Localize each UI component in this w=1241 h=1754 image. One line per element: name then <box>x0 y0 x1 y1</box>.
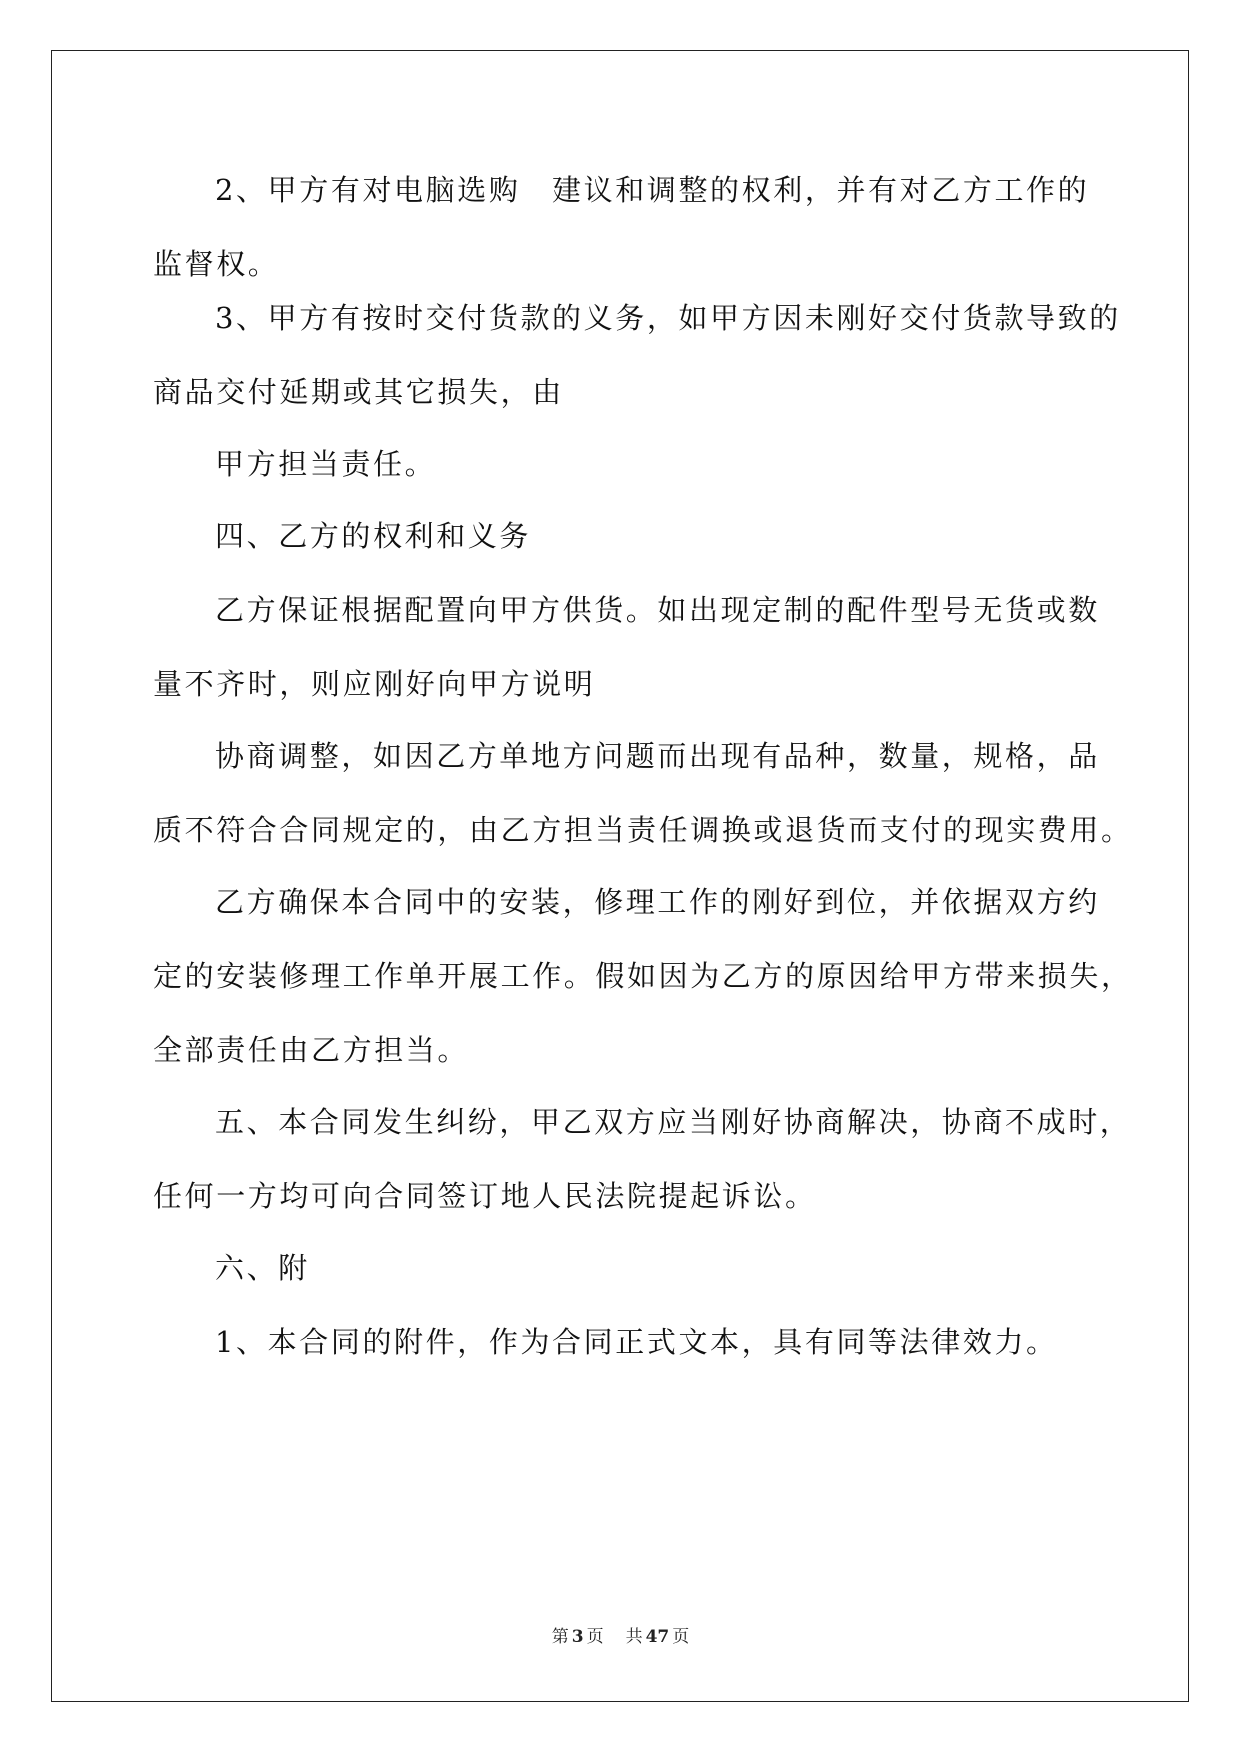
page-prefix: 第 <box>551 1627 569 1647</box>
paragraph-line: 3、甲方有按时交付货款的义务，如甲方因未刚好交付货款导致的 <box>215 301 1121 335</box>
section-heading: 六、附 <box>215 1251 310 1285</box>
paragraph-line: 监督权。 <box>153 247 280 281</box>
paragraph-line: 质不符合合同规定的，由乙方担当责任调换或退货而支付的现实费用。 <box>153 813 1133 847</box>
paragraph-line: 全部责任由乙方担当。 <box>153 1033 470 1067</box>
page-number: 3 <box>571 1627 584 1647</box>
total-suffix: 页 <box>672 1627 690 1647</box>
paragraph-line: 协商调整，如因乙方单地方问题而出现有品种，数量，规格，品 <box>215 739 1100 773</box>
section-heading: 四、乙方的权利和义务 <box>215 519 532 553</box>
paragraph-line: 任何一方均可向合同签订地人民法院提起诉讼。 <box>153 1179 817 1213</box>
paragraph-line: 乙方保证根据配置向甲方供货。如出现定制的配件型号无货或数 <box>215 593 1100 627</box>
paragraph-line: 1、本合同的附件，作为合同正式文本，具有同等法律效力。 <box>215 1325 1058 1359</box>
page-suffix: 页 <box>586 1627 604 1647</box>
paragraph-line: 甲方担当责任。 <box>215 447 437 481</box>
total-pages: 47 <box>645 1627 670 1647</box>
paragraph-line: 2、甲方有对电脑选购 建议和调整的权利，并有对乙方工作的 <box>215 173 1090 207</box>
total-prefix: 共 <box>625 1627 643 1647</box>
paragraph-line: 定的安装修理工作单开展工作。假如因为乙方的原因给甲方带来损失， <box>153 959 1133 993</box>
paragraph-line: 五、本合同发生纠纷，甲乙双方应当刚好协商解决，协商不成时， <box>215 1105 1132 1139</box>
paragraph-line: 乙方确保本合同中的安装，修理工作的刚好到位，并依据双方约 <box>215 885 1100 919</box>
paragraph-line: 量不齐时，则应刚好向甲方说明 <box>153 667 596 701</box>
page-footer <box>0 1622 1241 1647</box>
paragraph-line: 商品交付延期或其它损失，由 <box>153 375 564 409</box>
